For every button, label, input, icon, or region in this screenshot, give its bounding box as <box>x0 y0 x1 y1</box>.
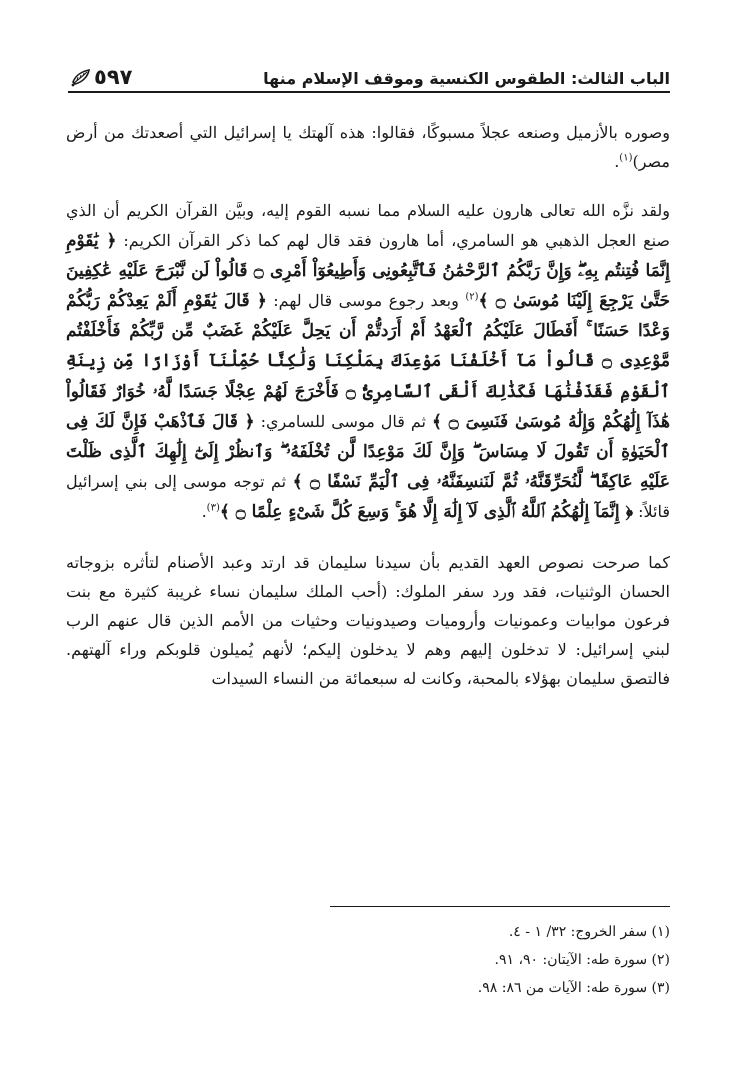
chapter-title: الباب الثالث: الطقوس الكنسية وموقف الإسلام منها <box>263 69 670 88</box>
page-number: ٥٩٧ <box>94 65 133 89</box>
paragraph-3 <box>66 548 670 694</box>
text-segment: ولقد نزَّه الله تعالى هارون عليه السلام مما نسبه القوم إليه، وبيَّن القرآن الكريم أن الذي صنع العجل الذهبي هو السامري، أما هارون فقد قال لهم كما ذكر القرآن الكريم: <box>66 201 670 250</box>
text-segment: . <box>614 152 620 172</box>
paragraph-2 <box>66 196 670 527</box>
paragraph-1 <box>66 118 670 176</box>
text-segment: وصوره بالأزميل وصنعه عجلاً مسبوكًا، فقالوا: هذه آلهتك يا إسرائيل التي أصعدتك من أرض مصر) <box>66 123 670 172</box>
text-segment: ثم توجه موسى إلى بني إسرائيل قائلاً: <box>66 472 670 522</box>
text-segment: كما صرحت نصوص العهد القديم بأن سيدنا سليمان قد ارتد وعبد الأصنام لتأثره بزوجاته الحسان الوثنيات، فقد ورد سفر الملوك: (أحب الملك سليمان نساء غريبة كثيرة مع بنت فرعون موابيات وعمونيات وأروميات وصيدونيات وحثيات من الأمم الذين قال عنهم الرب لبني إسرائيل: لا تدخلون إليهم وهم لا يدخلون إليكم؛ لأنهم يُميلون قلوبكم وراء آلهتهم. فالتصق سليمان بهؤلاء بالمحبة، وكانت له سبعمائة من النساء السيدات <box>66 552 671 689</box>
paragraph-gap <box>66 176 670 196</box>
footnote-reference: (٢) <box>465 291 479 303</box>
footnote-1: (١) سفر الخروج: ٣٢/ ١ - ٤. <box>508 924 670 940</box>
quran-verse: ﴿ يَٰقَوْمِ إِنَّمَا فُتِنتُم بِهِۦۖ وَإِنَّ رَبَّكُمُ ٱلرَّحْمَٰنُ فَٱتَّبِعُونِى وَأَطِيعُوٓاْ أَمْرِى ۝ قَالُواْ لَن نَّبْرَحَ عَلَيْهِ عَٰكِفِينَ حَتَّىٰ يَرْجِعَ إِلَيْنَا مُوسَىٰ ۝ ﴾ <box>66 230 670 312</box>
main-text <box>66 118 670 694</box>
footnote-3: (٣) سورة طه: الآيات من ٨٦: ٩٨. <box>477 980 670 996</box>
footnote-reference: (٣) <box>206 503 220 515</box>
text-segment: . <box>201 502 207 522</box>
footnote-2: (٢) سورة طه: الآيتان: ٩٠، ٩١. <box>494 952 670 968</box>
header-rule <box>68 91 670 93</box>
footnote-divider <box>330 906 670 907</box>
footnotes <box>66 918 670 1002</box>
text-segment: وبعد رجوع موسى قال لهم: <box>266 291 466 311</box>
footnote-reference: (١) <box>619 152 633 164</box>
quran-verse: ﴿ قَالَ فَٱذْهَبْ فَإِنَّ لَكَ فِى ٱلْحَيَوٰةِ أَن تَقُولَ لَا مِسَاسَ ۖ وَإِنَّ لَكَ مَوْعِدًا لَّن تُخْلَفَهُۥ ۖ وَٱنظُرْ إِلَىٰٓ إِلَٰهِكَ ٱلَّذِى ظَلْتَ عَلَيْهِ عَاكِفًا ۖ لَّنُحَرِّقَنَّهُۥ ثُمَّ لَنَنسِفَنَّهُۥ فِى ٱلْيَمِّ نَسْفًا ۝ ﴾ <box>66 411 670 493</box>
quran-verse: ﴿ إِنَّمَآ إِلَٰهُكُمُ ٱللَّهُ ٱلَّذِى لَآ إِلَٰهَ إِلَّا هُوَ ۚ وَسِعَ كُلَّ شَىْءٍ عِلْمًا ۝ ﴾ <box>219 502 633 523</box>
leaf-ornament-icon <box>70 66 92 88</box>
quran-verse: ﴿ قَالَ يَٰقَوْمِ أَلَمْ يَعِدْكُمْ رَبُّكُمْ وَعْدًا حَسَنًا ۚ أَفَطَالَ عَلَيْكُمُ ٱلْعَهْدُ أَمْ أَرَدتُّمْ أَن يَحِلَّ عَلَيْكُمْ غَضَبٌ مِّن رَّبِّكُمْ فَأَخْلَفْتُم مَّوْعِدِى ۝ قَالُواْ مَآ أَخْلَفْنَا مَوْعِدَكَ بِمَلْكِنَا وَلَٰكِنَّا حُمِّلْنَآ أَوْزَارًا مِّن زِينَةِ ٱلْقَوْمِ فَقَذَفْنَٰهَا فَكَذَٰلِكَ أَلْقَى ٱلسَّامِرِىُّ ۝ فَأَخْرَجَ لَهُمْ عِجْلًا جَسَدًا لَّهُۥ خُوَارٌ فَقَالُواْ هَٰذَآ إِلَٰهُكُمْ وَإِلَٰهُ مُوسَىٰ فَنَسِىَ ۝ ﴾ <box>66 291 671 432</box>
paragraph-gap <box>66 528 670 548</box>
page-header <box>70 52 670 88</box>
text-segment: ثم قال موسى للسامري: <box>254 411 432 431</box>
page-number-box <box>70 66 132 88</box>
